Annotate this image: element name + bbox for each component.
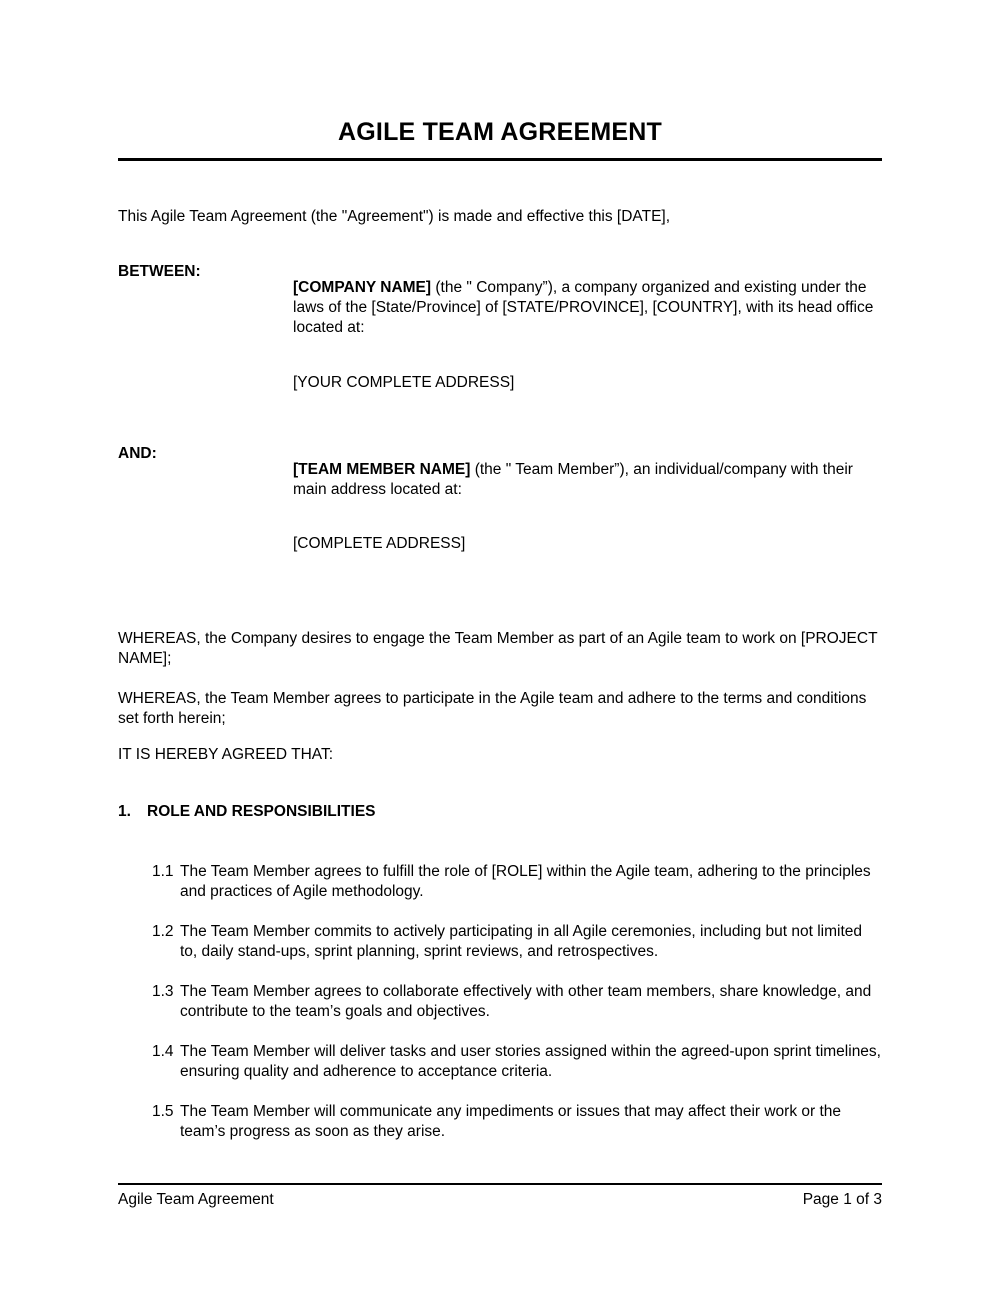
- clause-text: The Team Member will communicate any impediments or issues that may affect their work or the team’s progress as soon as they arise.: [180, 1102, 842, 1140]
- section-number: 1.: [118, 802, 131, 820]
- party-body: [293, 444, 882, 569]
- party-description-text: (the " Company”), a company organized and existing under the laws of the [State/Province] of [STATE/PROVINCE], [COUNTRY], with its head office located at:: [293, 278, 874, 336]
- party-description: [293, 278, 882, 338]
- clause-text: The Team Member agrees to collaborate effectively with other team members, share knowledge, and contribute to the team’s goals and objectives.: [180, 982, 872, 1020]
- footer-title: Agile Team Agreement: [118, 1191, 274, 1208]
- clause-number: 1.4: [152, 1042, 174, 1060]
- clause-number: 1.2: [152, 922, 174, 940]
- section-title: ROLE AND RESPONSIBILITIES: [147, 802, 376, 820]
- party-block-and: [118, 444, 882, 569]
- recital-paragraph: WHEREAS, the Company desires to engage the Team Member as part of an Agile team to work on [PROJECT NAME];: [118, 630, 878, 667]
- party-description: [293, 460, 882, 500]
- intro-paragraph: This Agile Team Agreement (the "Agreement") is made and effective this [DATE],: [118, 208, 671, 225]
- party-description-text: (the " Team Member”), an individual/company with their main address located at:: [293, 460, 853, 498]
- clause: [152, 982, 882, 1022]
- party-address: [COMPLETE ADDRESS]: [293, 534, 466, 552]
- section-heading: [118, 802, 882, 822]
- party-label: BETWEEN:: [118, 263, 201, 280]
- document-title: AGILE TEAM AGREEMENT: [338, 118, 662, 146]
- recital-paragraph: IT IS HEREBY AGREED THAT:: [118, 745, 334, 763]
- party-name: [TEAM MEMBER NAME]: [293, 460, 471, 478]
- clause-number: 1.3: [152, 982, 174, 1000]
- party-body: [293, 262, 882, 408]
- title-divider: [118, 158, 882, 161]
- clause-text: The Team Member agrees to fulfill the role of [ROLE] within the Agile team, adhering to the principles and practices of Agile methodology.: [180, 862, 871, 900]
- clause-number: 1.1: [152, 862, 174, 880]
- recital-paragraph: WHEREAS, the Team Member agrees to participate in the Agile team and adhere to the terms and conditions set forth herein;: [118, 690, 867, 727]
- clause: [152, 1042, 882, 1082]
- page-footer: [118, 1183, 882, 1210]
- clause-text: The Team Member will deliver tasks and user stories assigned within the agreed-upon sprint timelines, ensuring quality and adherence to acceptance criteria.: [180, 1042, 881, 1080]
- party-block-between: [118, 262, 882, 408]
- party-name: [COMPANY NAME]: [293, 278, 432, 296]
- clause: [152, 862, 882, 902]
- footer-page-number: Page 1 of 3: [802, 1191, 882, 1208]
- clause: [152, 1102, 882, 1142]
- clause-text: The Team Member commits to actively participating in all Agile ceremonies, including but not limited to, daily stand-ups, sprint planning, sprint reviews, and retrospectives.: [180, 922, 863, 960]
- party-address: [YOUR COMPLETE ADDRESS]: [293, 373, 515, 391]
- party-label: AND:: [118, 445, 157, 462]
- clause-number: 1.5: [152, 1102, 174, 1120]
- clause: [152, 922, 882, 962]
